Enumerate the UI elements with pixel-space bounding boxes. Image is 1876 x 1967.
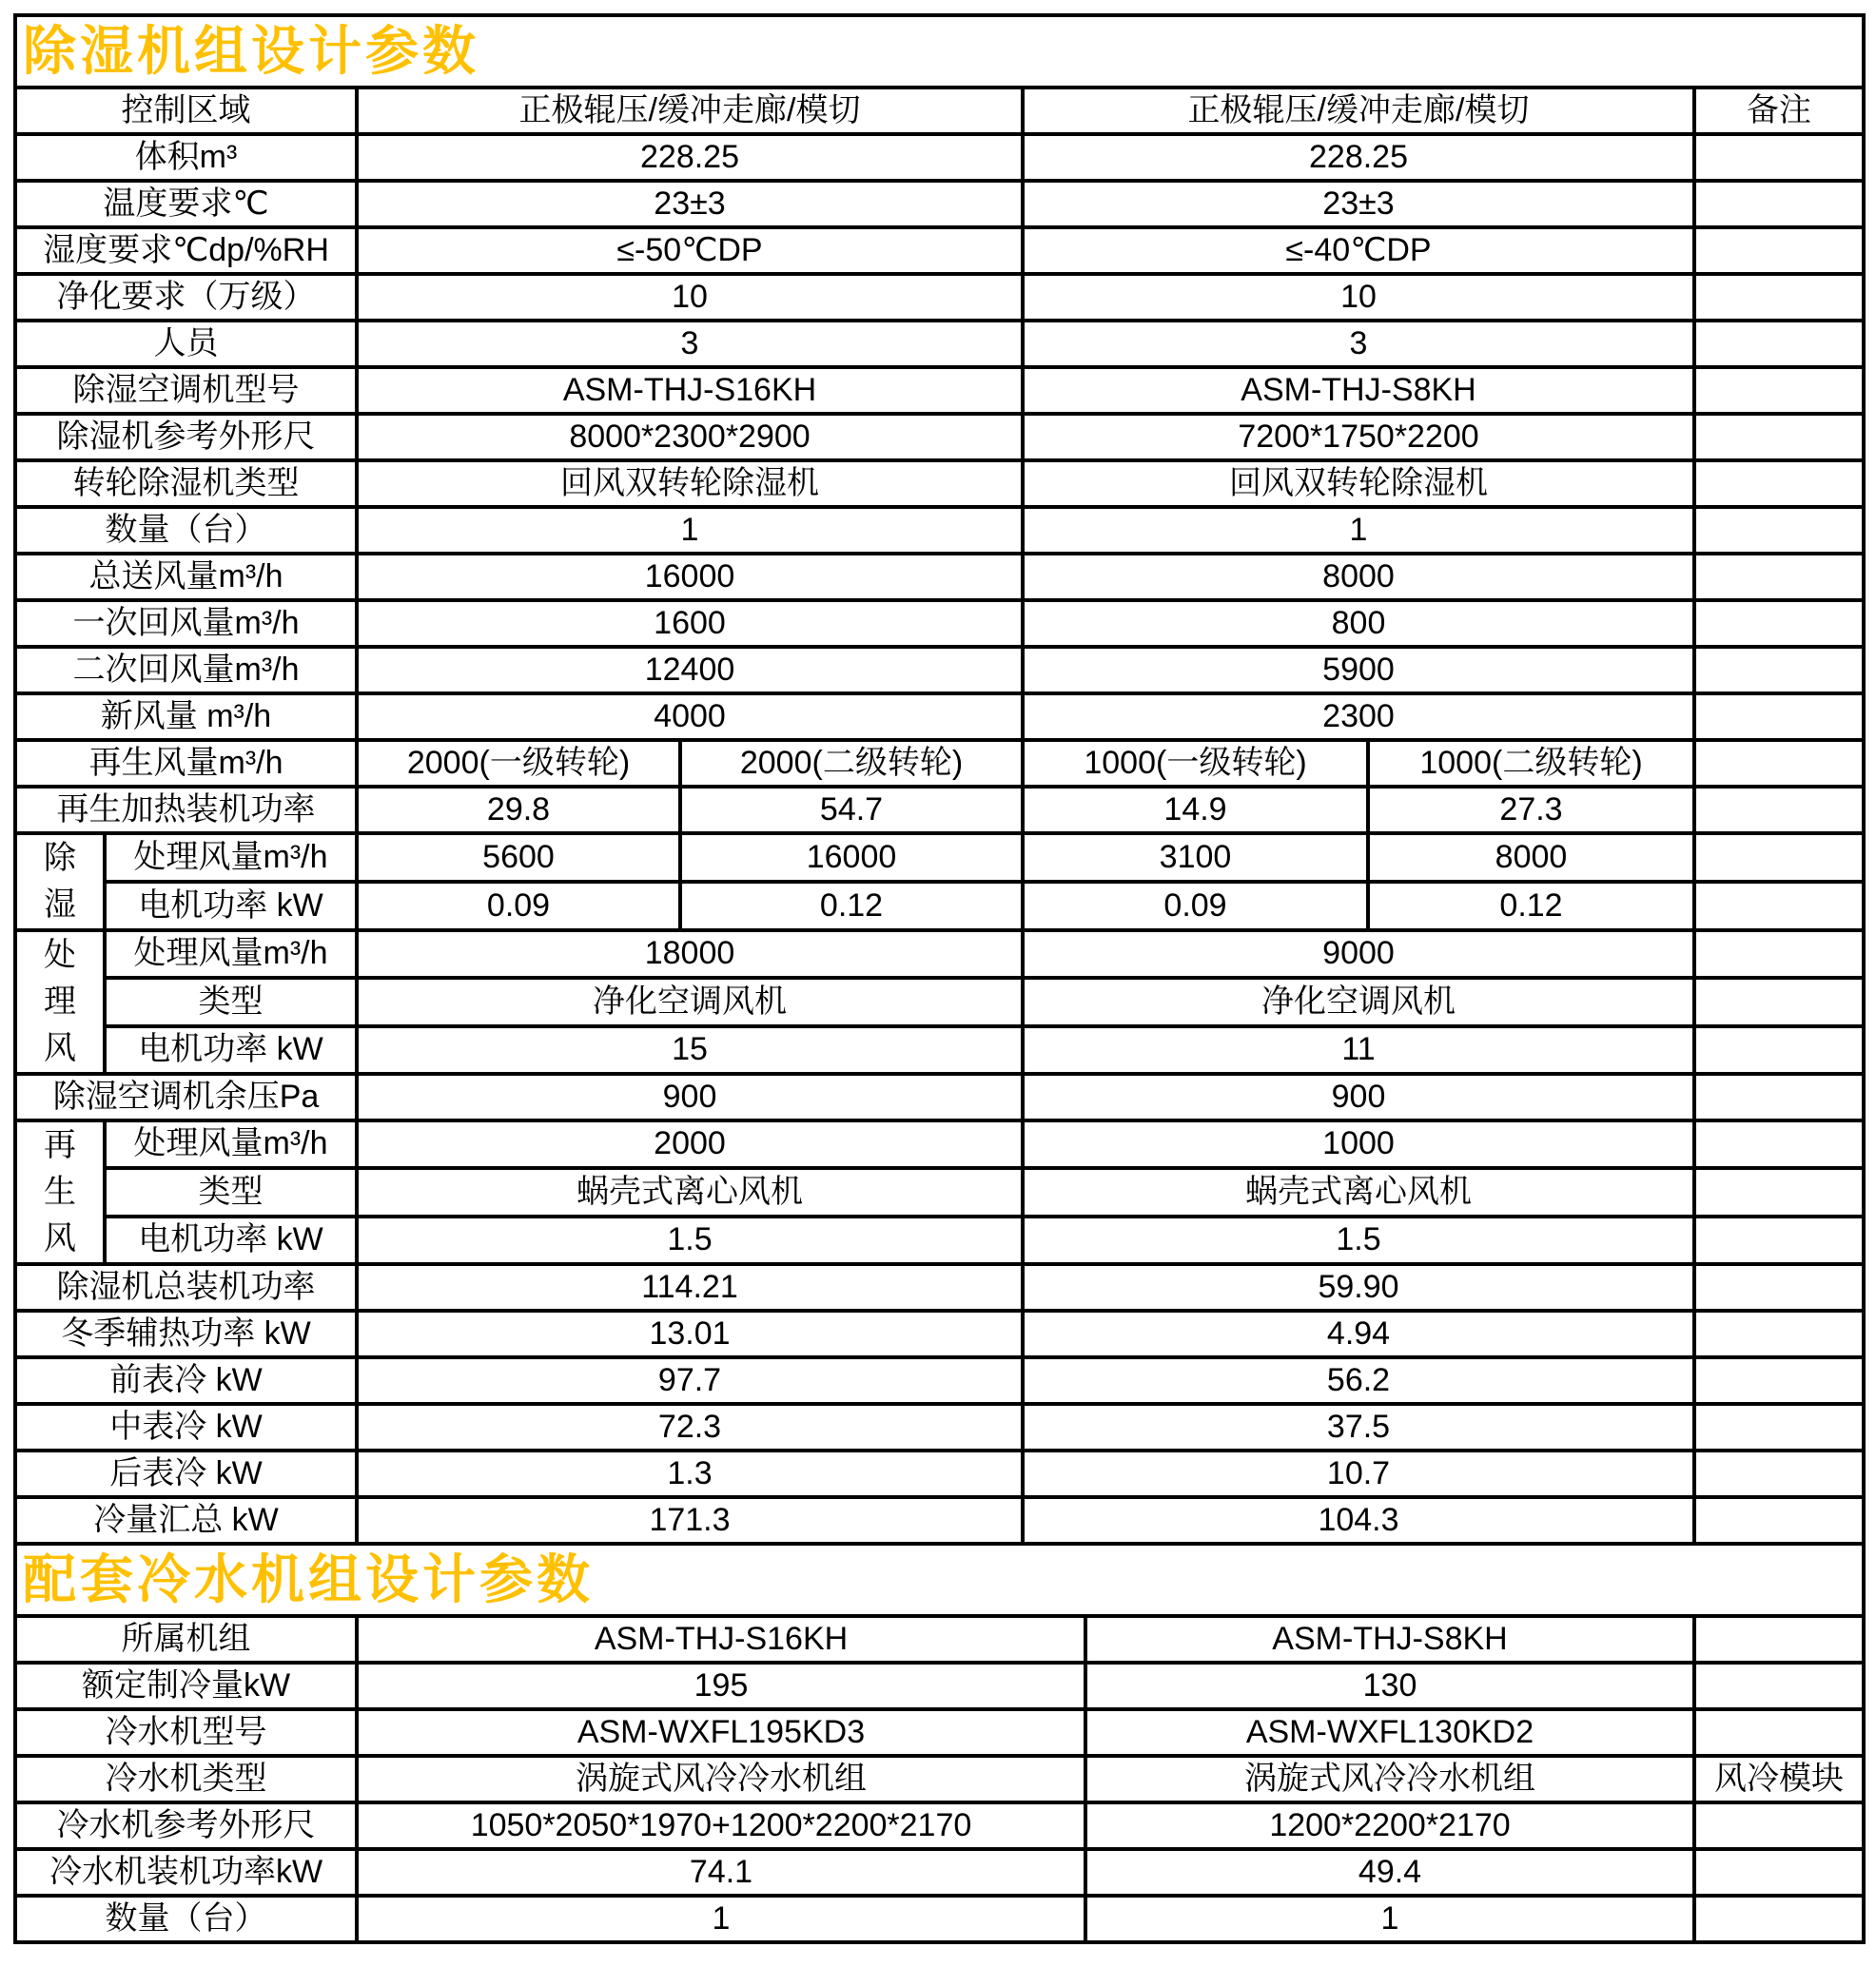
- remark-cell: [1694, 600, 1864, 647]
- machine1-value: 900: [357, 1074, 1023, 1120]
- machine2-value: 1000: [1023, 1120, 1694, 1168]
- remark-cell: [1694, 1802, 1864, 1849]
- table-row-model: [15, 367, 1864, 414]
- table-row-regen-air: [15, 740, 1864, 787]
- machine1-value: 涡旋式风冷冷水机组: [357, 1756, 1085, 1802]
- machine1-value: 2000: [357, 1120, 1023, 1168]
- table-row-chiller-dims: [15, 1802, 1864, 1849]
- machine2-value: 7200*1750*2200: [1023, 414, 1694, 460]
- group-label-text: 除湿: [44, 840, 76, 923]
- machine2-value: 1.5: [1023, 1217, 1694, 1264]
- machine2-value: 130: [1085, 1663, 1694, 1709]
- machine2-value: ≤-40℃DP: [1023, 227, 1694, 274]
- table-row-wheel-power: [15, 882, 1864, 930]
- spec-tables: [13, 13, 1866, 1944]
- remark-cell: [1694, 1026, 1864, 1074]
- row-label: 人员: [15, 321, 357, 367]
- machine2-value: 5900: [1023, 647, 1694, 693]
- table-row-dims: [15, 414, 1864, 460]
- row-label: 除湿机总装机功率: [15, 1264, 357, 1311]
- machine2-value: 56.2: [1023, 1357, 1694, 1404]
- remark-value: 风冷模块: [1694, 1756, 1864, 1802]
- machine1-value: 16000: [357, 554, 1023, 600]
- machine1-value: 1: [357, 1896, 1085, 1942]
- machine2-value: ASM-THJ-S8KH: [1023, 367, 1694, 414]
- machine1-value: ≤-50℃DP: [357, 227, 1023, 274]
- table-row-wheel-type: [15, 460, 1864, 507]
- remark-cell: [1694, 1264, 1864, 1311]
- machine1-value: 回风双转轮除湿机: [357, 460, 1023, 507]
- row-label: 所属机组: [15, 1616, 357, 1663]
- row-label: 后表冷 kW: [15, 1451, 357, 1497]
- row-label: 体积m³: [15, 134, 357, 181]
- machine1-value: 15: [357, 1026, 1023, 1074]
- remark-cell: [1694, 227, 1864, 274]
- machine2-value: 228.25: [1023, 134, 1694, 181]
- machine2-value: 10: [1023, 274, 1694, 321]
- machine2-value: 59.90: [1023, 1264, 1694, 1311]
- row-label: 冷水机类型: [15, 1756, 357, 1802]
- machine2-stage2-value: 27.3: [1368, 787, 1694, 833]
- remark-cell: [1694, 930, 1864, 978]
- machine1-stage1-value: 29.8: [357, 787, 680, 833]
- machine2-value: 9000: [1023, 930, 1694, 978]
- machine1-value: ASM-THJ-S16KH: [357, 367, 1023, 414]
- machine1-stage2-value: 2000(二级转轮): [680, 740, 1023, 787]
- row-label: 除湿机参考外形尺: [15, 414, 357, 460]
- table-row-fresh: [15, 693, 1864, 740]
- machine1-value: 18000: [357, 930, 1023, 978]
- table-row-return1: [15, 600, 1864, 647]
- machine2-value: 1200*2200*2170: [1085, 1802, 1694, 1849]
- chiller-spec-table: [13, 1542, 1866, 1944]
- machine2-stage1-value: 1000(一级转轮): [1023, 740, 1368, 787]
- machine1-value: 114.21: [357, 1264, 1023, 1311]
- table-row-residual: [15, 1074, 1864, 1120]
- machine1-value: 13.01: [357, 1311, 1023, 1357]
- machine2-stage1-value: 14.9: [1023, 787, 1368, 833]
- group-label-regen-air: [15, 1120, 105, 1264]
- machine2-stage1-value: 0.09: [1023, 882, 1368, 930]
- machine2-value: 涡旋式风冷冷水机组: [1085, 1756, 1694, 1802]
- machine1-value: 1050*2050*1970+1200*2200*2170: [357, 1802, 1085, 1849]
- table-row-regen-type: [15, 1168, 1864, 1216]
- row-label: 冷量汇总 kW: [15, 1497, 357, 1544]
- table-row-chiller-type: [15, 1756, 1864, 1802]
- table-row-regen-heat: [15, 787, 1864, 833]
- table-row-chiller-model: [15, 1709, 1864, 1756]
- machine2-header: 正极辊压/缓冲走廊/模切: [1023, 88, 1694, 134]
- machine1-value: 1: [357, 507, 1023, 554]
- machine2-value: ASM-WXFL130KD2: [1085, 1709, 1694, 1756]
- machine2-value: 回风双转轮除湿机: [1023, 460, 1694, 507]
- row-label: 冷水机装机功率kW: [15, 1849, 357, 1896]
- dehumidifier-spec-table: [13, 13, 1866, 1546]
- table-row-total-power: [15, 1264, 1864, 1311]
- group-label-text: 处理风: [44, 937, 76, 1066]
- table-row-wheel-flow: [15, 833, 1864, 882]
- machine2-value: 4.94: [1023, 1311, 1694, 1357]
- remark-cell: [1694, 1311, 1864, 1357]
- row-label: 前表冷 kW: [15, 1357, 357, 1404]
- machine2-value: 900: [1023, 1074, 1694, 1120]
- row-label: 类型: [105, 978, 357, 1025]
- row-label: 转轮除湿机类型: [15, 460, 357, 507]
- machine2-value: 23±3: [1023, 181, 1694, 227]
- row-label: 电机功率 kW: [105, 882, 357, 930]
- row-label: 净化要求（万级）: [15, 274, 357, 321]
- machine2-value: 11: [1023, 1026, 1694, 1074]
- remark-cell: [1694, 1849, 1864, 1896]
- machine1-value: 1.5: [357, 1217, 1023, 1264]
- table-row-clean: [15, 274, 1864, 321]
- machine1-value: 净化空调风机: [357, 978, 1023, 1025]
- group-label-process-air: [15, 930, 105, 1074]
- machine2-value: 1: [1085, 1896, 1694, 1942]
- row-label: 除湿空调机型号: [15, 367, 357, 414]
- row-label: 再生加热装机功率: [15, 787, 357, 833]
- machine2-value: 104.3: [1023, 1497, 1694, 1544]
- row-label: 除湿空调机余压Pa: [15, 1074, 357, 1120]
- table-row-mid-coil: [15, 1404, 1864, 1451]
- remark-cell: [1694, 321, 1864, 367]
- remark-cell: [1694, 833, 1864, 882]
- remark-cell: [1694, 414, 1864, 460]
- group-label-dehumidify: [15, 833, 105, 930]
- remark-header: 备注: [1694, 88, 1864, 134]
- machine1-value: 171.3: [357, 1497, 1023, 1544]
- machine1-value: 蜗壳式离心风机: [357, 1168, 1023, 1216]
- machine1-value: 97.7: [357, 1357, 1023, 1404]
- table-row-humidity: [15, 227, 1864, 274]
- row-label: 数量（台）: [15, 507, 357, 554]
- table-row-process-flow: [15, 930, 1864, 978]
- machine2-value: 1: [1023, 507, 1694, 554]
- table-row-chiller-qty: [15, 1896, 1864, 1942]
- row-label: 处理风量m³/h: [105, 930, 357, 978]
- row-label: 处理风量m³/h: [105, 1120, 357, 1168]
- table-row-process-type: [15, 978, 1864, 1025]
- table-row-cooling-total: [15, 1497, 1864, 1544]
- remark-cell: [1694, 460, 1864, 507]
- table-row-chiller-power: [15, 1849, 1864, 1896]
- remark-cell: [1694, 554, 1864, 600]
- machine1-stage2-value: 54.7: [680, 787, 1023, 833]
- remark-cell: [1694, 1217, 1864, 1264]
- remark-cell: [1694, 367, 1864, 414]
- remark-cell: [1694, 647, 1864, 693]
- section1-title-row: [15, 15, 1864, 88]
- section1-title: 除湿机组设计参数: [15, 15, 1864, 88]
- machine1-value: 12400: [357, 647, 1023, 693]
- section2-title: 配套冷水机组设计参数: [15, 1544, 1864, 1616]
- machine1-value: 72.3: [357, 1404, 1023, 1451]
- machine2-stage2-value: 8000: [1368, 833, 1694, 882]
- remark-cell: [1694, 978, 1864, 1025]
- table-row-rear-coil: [15, 1451, 1864, 1497]
- remark-cell: [1694, 1896, 1864, 1942]
- table-row-temp: [15, 181, 1864, 227]
- remark-cell: [1694, 1074, 1864, 1120]
- remark-cell: [1694, 1168, 1864, 1216]
- machine2-value: 蜗壳式离心风机: [1023, 1168, 1694, 1216]
- machine2-stage2-value: 1000(二级转轮): [1368, 740, 1694, 787]
- remark-cell: [1694, 1404, 1864, 1451]
- remark-cell: [1694, 1357, 1864, 1404]
- row-label: 电机功率 kW: [105, 1026, 357, 1074]
- machine1-stage1-value: 0.09: [357, 882, 680, 930]
- row-label: 冬季辅热功率 kW: [15, 1311, 357, 1357]
- table-row-volume: [15, 134, 1864, 181]
- machine1-value: 8000*2300*2900: [357, 414, 1023, 460]
- machine1-value: 10: [357, 274, 1023, 321]
- row-label: 冷水机参考外形尺: [15, 1802, 357, 1849]
- machine1-value: 23±3: [357, 181, 1023, 227]
- row-label: 处理风量m³/h: [105, 833, 357, 882]
- row-label: 二次回风量m³/h: [15, 647, 357, 693]
- machine1-value: 3: [357, 321, 1023, 367]
- row-label: 中表冷 kW: [15, 1404, 357, 1451]
- remark-cell: [1694, 693, 1864, 740]
- table-row-front-coil: [15, 1357, 1864, 1404]
- remark-cell: [1694, 1663, 1864, 1709]
- row-label: 温度要求℃: [15, 181, 357, 227]
- remark-cell: [1694, 507, 1864, 554]
- row-label: 类型: [105, 1168, 357, 1216]
- machine2-value: 2300: [1023, 693, 1694, 740]
- remark-cell: [1694, 1616, 1864, 1663]
- table-row-unit: [15, 1616, 1864, 1663]
- row-label: 控制区域: [15, 88, 357, 134]
- machine1-value: 195: [357, 1663, 1085, 1709]
- table-row-people: [15, 321, 1864, 367]
- machine1-header: 正极辊压/缓冲走廊/模切: [357, 88, 1023, 134]
- row-label: 新风量 m³/h: [15, 693, 357, 740]
- machine1-value: 228.25: [357, 134, 1023, 181]
- row-label: 额定制冷量kW: [15, 1663, 357, 1709]
- remark-cell: [1694, 740, 1864, 787]
- remark-cell: [1694, 181, 1864, 227]
- machine1-value: 4000: [357, 693, 1023, 740]
- section2-title-row: [15, 1544, 1864, 1616]
- machine2-value: 3: [1023, 321, 1694, 367]
- table-row-control: [15, 88, 1864, 134]
- machine1-value: ASM-WXFL195KD3: [357, 1709, 1085, 1756]
- machine2-value: 49.4: [1085, 1849, 1694, 1896]
- remark-cell: [1694, 787, 1864, 833]
- table-row-regen-power: [15, 1217, 1864, 1264]
- machine1-stage1-value: 5600: [357, 833, 680, 882]
- table-row-return2: [15, 647, 1864, 693]
- machine2-value: ASM-THJ-S8KH: [1085, 1616, 1694, 1663]
- machine1-value: ASM-THJ-S16KH: [357, 1616, 1085, 1663]
- row-label: 数量（台）: [15, 1896, 357, 1942]
- row-label: 湿度要求℃dp/%RH: [15, 227, 357, 274]
- machine1-stage1-value: 2000(一级转轮): [357, 740, 680, 787]
- remark-cell: [1694, 134, 1864, 181]
- remark-cell: [1694, 1497, 1864, 1544]
- machine1-value: 1600: [357, 600, 1023, 647]
- remark-cell: [1694, 1709, 1864, 1756]
- table-row-winter-heat: [15, 1311, 1864, 1357]
- machine2-value: 800: [1023, 600, 1694, 647]
- machine1-value: 74.1: [357, 1849, 1085, 1896]
- machine2-value: 10.7: [1023, 1451, 1694, 1497]
- machine2-stage2-value: 0.12: [1368, 882, 1694, 930]
- table-row-qty: [15, 507, 1864, 554]
- machine2-value: 8000: [1023, 554, 1694, 600]
- remark-cell: [1694, 274, 1864, 321]
- row-label: 再生风量m³/h: [15, 740, 357, 787]
- machine2-value: 37.5: [1023, 1404, 1694, 1451]
- group-label-text: 再生风: [44, 1127, 76, 1256]
- machine2-value: 净化空调风机: [1023, 978, 1694, 1025]
- machine1-value: 1.3: [357, 1451, 1023, 1497]
- table-row-process-power: [15, 1026, 1864, 1074]
- remark-cell: [1694, 1451, 1864, 1497]
- machine1-stage2-value: 0.12: [680, 882, 1023, 930]
- machine1-stage2-value: 16000: [680, 833, 1023, 882]
- row-label: 总送风量m³/h: [15, 554, 357, 600]
- row-label: 电机功率 kW: [105, 1217, 357, 1264]
- table-row-capacity: [15, 1663, 1864, 1709]
- remark-cell: [1694, 882, 1864, 930]
- remark-cell: [1694, 1120, 1864, 1168]
- table-row-supply-air: [15, 554, 1864, 600]
- row-label: 冷水机型号: [15, 1709, 357, 1756]
- machine2-stage1-value: 3100: [1023, 833, 1368, 882]
- table-row-regen-flow: [15, 1120, 1864, 1168]
- row-label: 一次回风量m³/h: [15, 600, 357, 647]
